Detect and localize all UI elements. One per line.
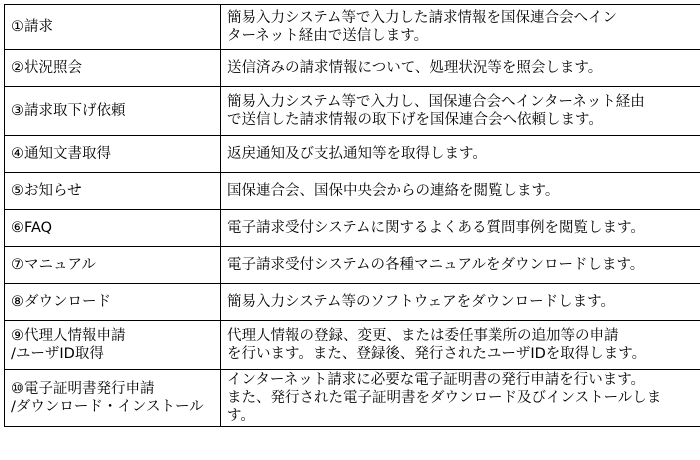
table-row	[5, 247, 700, 284]
menu-item-description: 簡易入力システム等で入力し、国保連合会へインターネット経由 で送信した請求情報の取下げを国保連合会へ依頼します。	[221, 87, 700, 136]
menu-item-name: ⑥FAQ	[5, 210, 221, 247]
menu-description-table-container	[4, 4, 700, 427]
menu-item-description: 送信済みの請求情報について、処理状況等を照会します。	[221, 50, 700, 87]
table-row	[5, 5, 700, 50]
table-row	[5, 210, 700, 247]
table-row	[5, 284, 700, 321]
menu-item-name: ⑩電子証明書発行申請 /ダウンロード・インストール	[5, 370, 221, 427]
table-row	[5, 321, 700, 370]
menu-item-name: ⑨代理人情報申請 /ユーザID取得	[5, 321, 221, 370]
menu-item-description: インターネット請求に必要な電子証明書の発行申請を行います。 また、発行された電子証明書をダウンロード及びインストールしま す。	[221, 370, 700, 427]
table-row	[5, 50, 700, 87]
menu-item-name: ⑤お知らせ	[5, 173, 221, 210]
menu-description-table	[4, 4, 700, 427]
table-row	[5, 87, 700, 136]
table-row	[5, 370, 700, 427]
menu-item-description: 簡易入力システム等のソフトウェアをダウンロードします。	[221, 284, 700, 321]
menu-item-description: 簡易入力システム等で入力した請求情報を国保連合会へイン ターネット経由で送信します。	[221, 5, 700, 50]
menu-item-description: 返戻通知及び支払通知等を取得します。	[221, 136, 700, 173]
menu-item-description: 電子請求受付システムに関するよくある質問事例を閲覧します。	[221, 210, 700, 247]
menu-item-name: ④通知文書取得	[5, 136, 221, 173]
menu-item-description: 代理人情報の登録、変更、または委任事業所の追加等の申請 を行います。また、登録後、発行されたユーザIDを取得します。	[221, 321, 700, 370]
menu-item-name: ③請求取下げ依頼	[5, 87, 221, 136]
menu-item-description: 国保連合会、国保中央会からの連絡を閲覧します。	[221, 173, 700, 210]
table-row	[5, 136, 700, 173]
menu-item-name: ⑦マニュアル	[5, 247, 221, 284]
menu-item-name: ①請求	[5, 5, 221, 50]
table-row	[5, 173, 700, 210]
menu-item-name: ⑧ダウンロード	[5, 284, 221, 321]
menu-item-name: ②状況照会	[5, 50, 221, 87]
menu-item-description: 電子請求受付システムの各種マニュアルをダウンロードします。	[221, 247, 700, 284]
